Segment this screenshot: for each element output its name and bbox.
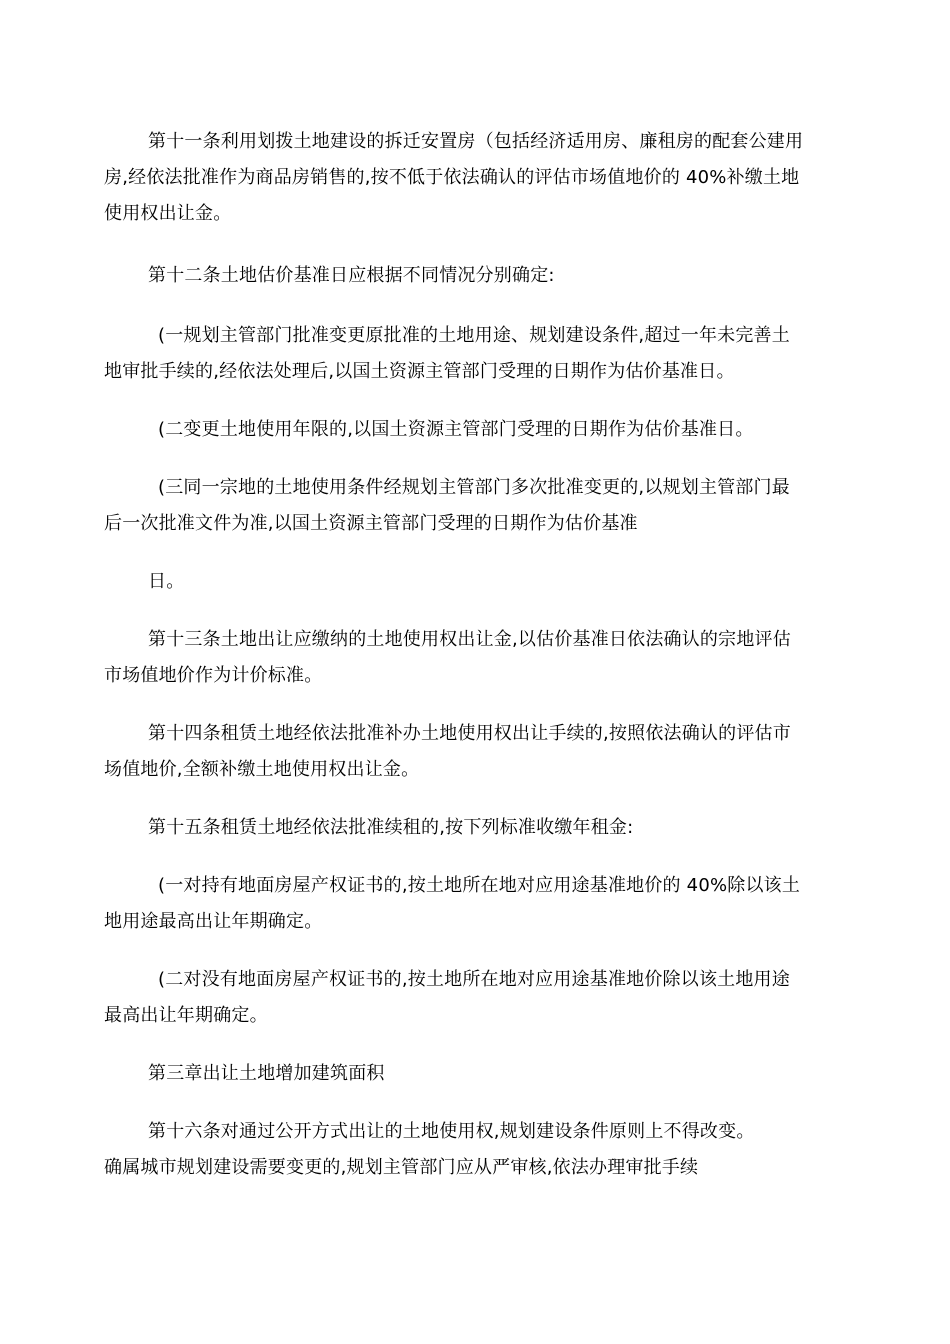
article-11-paragraph bbox=[104, 124, 850, 232]
text-line: 确属城市规划建设需要变更的,规划主管部门应从严审核,依法办理审批手续 bbox=[104, 1157, 699, 1178]
article-12-item-3-paragraph bbox=[104, 470, 850, 542]
text-line: 第十五条租赁土地经依法批准续租的,按下列标准收缴年租金: bbox=[148, 817, 634, 838]
text-line: (三同一宗地的土地使用条件经规划主管部门多次批准变更的,以规划主管部门最 bbox=[158, 477, 790, 498]
text-line: 第三章出让土地增加建筑面积 bbox=[148, 1063, 385, 1084]
text-line: 地用途最高出让年期确定。 bbox=[104, 911, 323, 932]
text-line: 第十六条对通过公开方式出让的土地使用权,规划建设条件原则上不得改变。 bbox=[148, 1121, 755, 1142]
article-16-paragraph bbox=[104, 1114, 850, 1186]
text-line: 第十四条租赁土地经依法批准补办土地使用权出让手续的,按照依法确认的评估市 bbox=[148, 723, 791, 744]
text-line: (二变更土地使用年限的,以国土资源主管部门受理的日期作为估价基准日。 bbox=[158, 419, 754, 440]
article-12-item-2-paragraph bbox=[104, 412, 850, 448]
article-13-paragraph bbox=[104, 622, 850, 694]
article-14-paragraph bbox=[104, 716, 850, 788]
text-line: 日。 bbox=[148, 571, 185, 592]
text-line: (一对持有地面房屋产权证书的,按土地所在地对应用途基准地价的 40%除以该土 bbox=[158, 875, 801, 896]
article-12-item-3-continuation bbox=[104, 564, 850, 600]
text-line: 场值地价,全额补缴土地使用权出让金。 bbox=[104, 759, 420, 780]
text-line: 第十一条利用划拨土地建设的拆迁安置房（包括经济适用房、廉租房的配套公建用 bbox=[148, 131, 804, 152]
article-15-item-1-paragraph bbox=[104, 868, 850, 940]
article-12-paragraph bbox=[104, 258, 850, 294]
article-15-item-2-paragraph bbox=[104, 962, 850, 1034]
text-line: 房,经依法批准作为商品房销售的,按不低于依法确认的评估市场值地价的 40%补缴土地 bbox=[104, 167, 800, 188]
chapter-title bbox=[104, 1056, 850, 1092]
text-line: 使用权出让金。 bbox=[104, 203, 232, 224]
text-line: 地审批手续的,经依法处理后,以国土资源主管部门受理的日期作为估价基准日。 bbox=[104, 361, 735, 382]
text-line: 第十二条土地估价基准日应根据不同情况分别确定: bbox=[148, 265, 555, 286]
text-line: 后一次批准文件为准,以国土资源主管部门受理的日期作为估价基准 bbox=[104, 513, 638, 534]
text-line: (一规划主管部门批准变更原批准的土地用途、规划建设条件,超过一年未完善土 bbox=[158, 325, 790, 346]
text-line: (二对没有地面房屋产权证书的,按土地所在地对应用途基准地价除以该土地用途 bbox=[158, 969, 790, 990]
text-line: 最高出让年期确定。 bbox=[104, 1005, 268, 1026]
text-line: 市场值地价作为计价标准。 bbox=[104, 665, 323, 686]
article-15-paragraph bbox=[104, 810, 850, 846]
text-line: 第十三条土地出让应缴纳的土地使用权出让金,以估价基准日依法确认的宗地评估 bbox=[148, 629, 791, 650]
article-12-item-1-paragraph bbox=[104, 318, 850, 390]
